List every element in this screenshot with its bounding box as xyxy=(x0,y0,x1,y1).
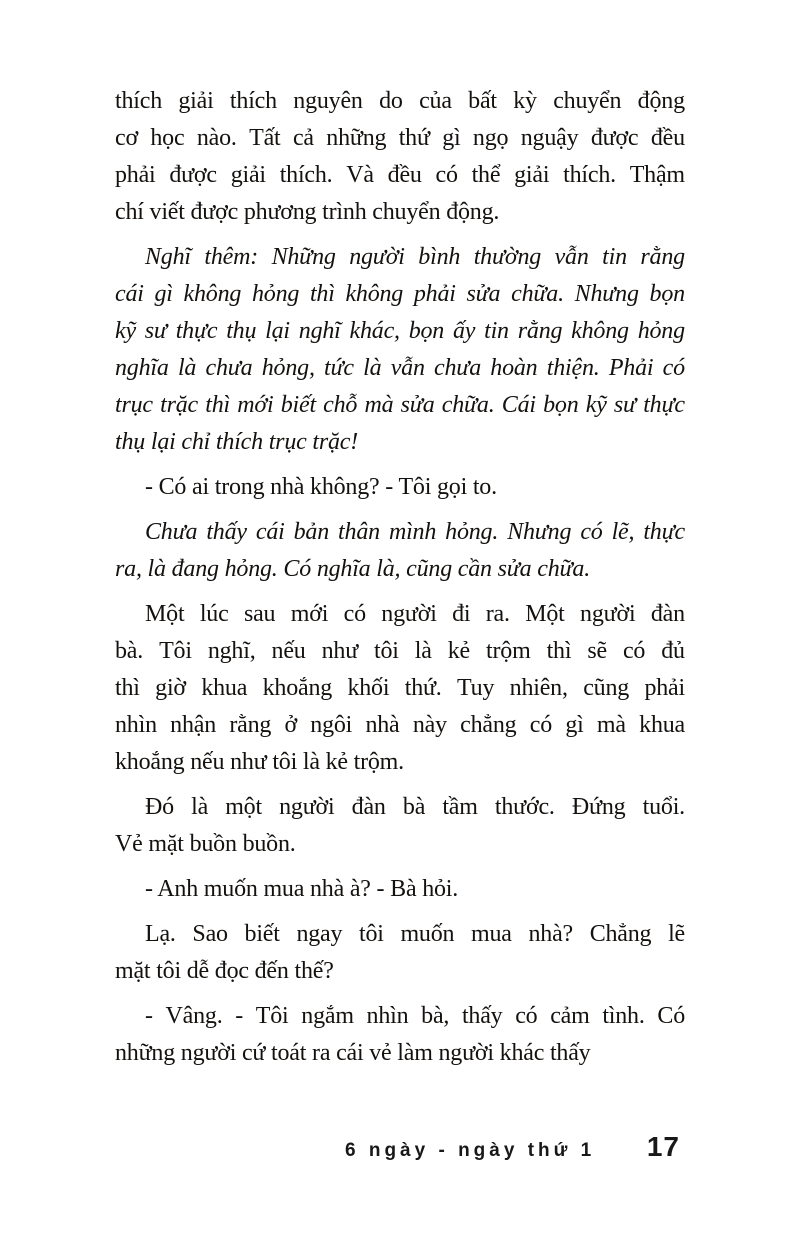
paragraph xyxy=(115,469,685,506)
text-line: nhìn nhận rằng ở ngôi nhà này chẳng có gì mà khua xyxy=(115,712,685,738)
text-line: phải được giải thích. Và đều có thể giải thích. Thậm xyxy=(115,162,685,188)
paragraph xyxy=(115,916,685,990)
paragraph xyxy=(115,789,685,863)
paragraph xyxy=(115,514,685,588)
text-block xyxy=(115,83,685,1080)
text-line: - Anh muốn mua nhà à? - Bà hỏi. xyxy=(145,876,459,902)
paragraph xyxy=(115,83,685,231)
text-line: ra, là đang hỏng. Có nghĩa là, cũng cần sửa chữa. xyxy=(115,556,591,582)
text-line: trục trặc thì mới biết chỗ mà sửa chữa. Cái bọn kỹ sư thực xyxy=(115,392,685,418)
text-line: thì giờ khua khoắng khối thứ. Tuy nhiên, cũng phải xyxy=(115,675,685,701)
paragraph xyxy=(115,998,685,1072)
text-line: cơ học nào. Tất cả những thứ gì ngọ nguậy được đều xyxy=(115,125,685,151)
footer-running-title: 6 ngày - ngày thứ 1 xyxy=(345,1140,596,1161)
paragraph xyxy=(115,596,685,781)
paragraph xyxy=(115,871,685,908)
text-line: Nghĩ thêm: Những người bình thường vẫn tin rằng xyxy=(145,244,685,270)
text-line: cái gì không hỏng thì không phải sửa chữa. Nhưng bọn xyxy=(115,281,685,307)
text-line: những người cứ toát ra cái vẻ làm người khác thấy xyxy=(115,1040,591,1066)
text-line: Một lúc sau mới có người đi ra. Một người đàn xyxy=(145,601,685,627)
text-line: thích giải thích nguyên do của bất kỳ chuyển động xyxy=(115,88,685,114)
text-line: Lạ. Sao biết ngay tôi muốn mua nhà? Chẳng lẽ xyxy=(145,921,685,947)
text-line: mặt tôi dễ đọc đến thế? xyxy=(115,958,334,984)
text-line: Vẻ mặt buồn buồn. xyxy=(115,831,296,857)
running-footer xyxy=(345,1130,680,1168)
text-line: bà. Tôi nghĩ, nếu như tôi là kẻ trộm thì sẽ có đủ xyxy=(115,638,685,664)
text-line: khoắng nếu như tôi là kẻ trộm. xyxy=(115,749,404,775)
text-line: chí viết được phương trình chuyển động. xyxy=(115,199,500,225)
text-line: nghĩa là chưa hỏng, tức là vẫn chưa hoàn thiện. Phải có xyxy=(115,355,685,381)
text-line: Đó là một người đàn bà tầm thước. Đứng tuổi. xyxy=(145,794,685,820)
text-line: thụ lại chỉ thích trục trặc! xyxy=(115,429,359,455)
text-line: - Có ai trong nhà không? - Tôi gọi to. xyxy=(145,474,497,500)
text-line: kỹ sư thực thụ lại nghĩ khác, bọn ấy tin rằng không hỏng xyxy=(115,318,685,344)
text-line: Chưa thấy cái bản thân mình hỏng. Nhưng có lẽ, thực xyxy=(145,519,685,545)
text-line: - Vâng. - Tôi ngắm nhìn bà, thấy có cảm tình. Có xyxy=(145,1003,685,1029)
paragraph xyxy=(115,239,685,461)
page-number: 17 xyxy=(646,1131,680,1162)
